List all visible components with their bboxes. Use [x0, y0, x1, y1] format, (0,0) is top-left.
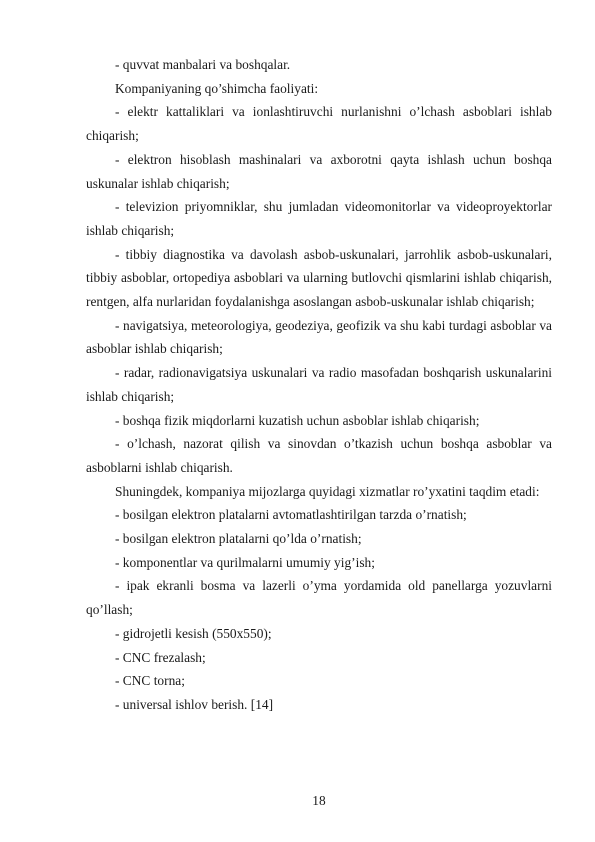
page-body: [86, 53, 552, 717]
page-number: 18: [312, 793, 326, 808]
paragraph-additional-activity-heading: Kompaniyaning qo’shimcha faoliyati:: [115, 80, 319, 96]
paragraph-waterjet-cutting: - gidrojetli kesish (550x550);: [115, 625, 272, 641]
paragraph-computing-machines: - elektron hisoblash mashinalari va axborotni qayta ishlash uchun boshqa uskunalar ishlab chiqarish;: [86, 151, 552, 191]
paragraph-testing-instruments: - o’lchash, nazorat qilish va sinovdan o’tkazish uchun boshqa asboblar va asboblarni ishlab chiqarish.: [86, 436, 552, 475]
paragraph-manual-pcb-assembly: - bosilgan elektron platalarni qo’lda o’rnatish;: [115, 531, 362, 547]
paragraph-general-assembly: - komponentlar va qurilmalarni umumiy yig’ish;: [115, 554, 375, 570]
paragraph-television-receivers: - televizion priyomniklar, shu jumladan videomonitorlar va videoproyektorlar ishlab chiqarish;: [86, 199, 552, 238]
paragraph-cnc-turning: - CNC torna;: [115, 673, 185, 689]
paragraph-navigation-instruments: - navigatsiya, meteorologiya, geodeziya, geofizik va shu kabi turdagi asboblar va asboblar ishlab chiqarish;: [86, 317, 552, 357]
paragraph-medical-equipment: - tibbiy diagnostika va davolash asbob-uskunalari, jarrohlik asbob-uskunalari, tibbiy asboblar, ortopediya asboblari va ularning butlovchi qismlarini ishlab chiqarish, rentgen, alfa nurlaridan foydalanishga asoslangan asbob-uskunalar ishlab chiqarish;: [86, 246, 552, 310]
paragraph-physical-quantities: - boshqa fizik miqdorlarni kuzatish uchun asboblar ishlab chiqarish;: [115, 412, 480, 428]
paragraph-universal-machining: - universal ishlov berish. [14]: [115, 696, 274, 712]
paragraph-radar-equipment: - radar, radionavigatsiya uskunalari va radio masofadan boshqarish uskunalarini ishlab chiqarish;: [86, 365, 552, 404]
paragraph-power-sources: - quvvat manbalari va boshqalar.: [115, 57, 291, 72]
paragraph-cnc-milling: - CNC frezalash;: [115, 649, 206, 665]
paragraph-electrical-instruments: - elektr kattaliklari va ionlashtiruvchi nurlanishni o’lchash asboblari ishlab chiqarish;: [86, 104, 552, 144]
paragraph-automated-pcb-assembly: - bosilgan elektron platalarni avtomatlashtirilgan tarzda o’rnatish;: [115, 507, 467, 523]
paragraph-services-heading: Shuningdek, kompaniya mijozlarga quyidagi xizmatlar ro’yxatini taqdim etadi:: [115, 483, 540, 499]
paragraph-front-panel-printing: - ipak ekranli bosma va lazerli o’yma yordamida old panellarga yozuvlarni qo’llash;: [86, 578, 552, 618]
